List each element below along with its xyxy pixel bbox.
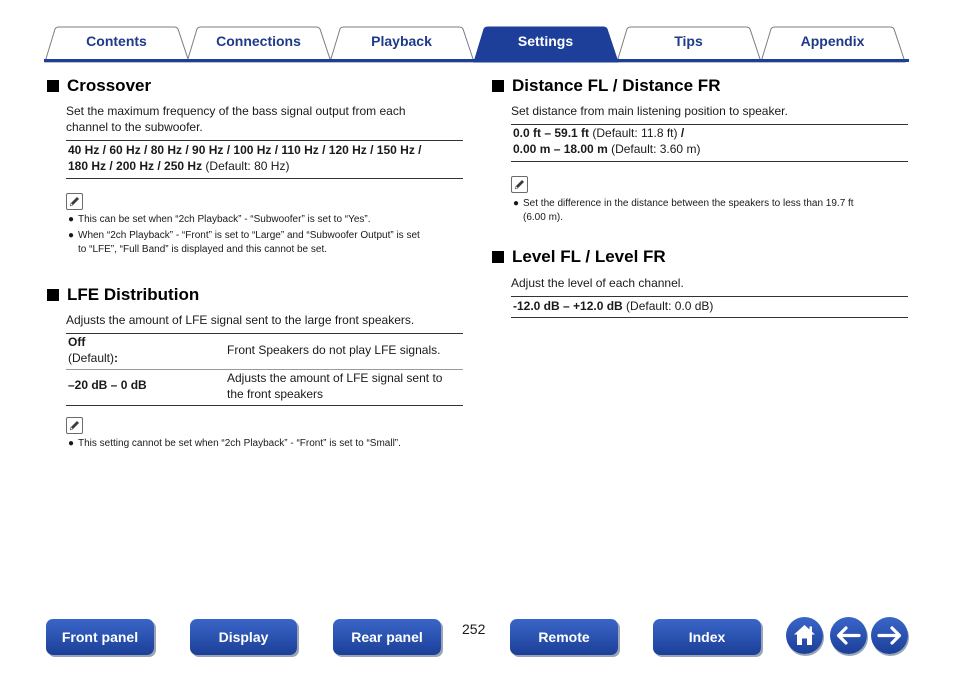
distance-range-m: 0.00 m – 18.00 m	[513, 142, 608, 156]
pencil-icon	[66, 193, 83, 210]
home-button[interactable]	[786, 617, 823, 654]
crossover-description	[66, 103, 466, 135]
display-button[interactable]: Display	[190, 619, 297, 655]
crossover-values-bold: 180 Hz / 200 Hz / 250 Hz	[68, 159, 203, 173]
crossover-note-2-line1: When “2ch Playback” - “Front” is set to “Large” and “Subwoofer Output” is set	[78, 230, 420, 241]
lfe-title: LFE Distribution	[67, 285, 200, 304]
home-icon	[786, 617, 823, 654]
level-title: Level FL / Level FR	[512, 247, 666, 266]
tab-bar	[0, 0, 954, 64]
lfe-note	[66, 437, 466, 451]
bullet-dot: ●	[68, 438, 75, 449]
lfe-row1-colon: :	[114, 351, 119, 365]
level-rule-bottom	[511, 317, 908, 318]
crossover-note-2-line2: to “LFE”, “Full Band” is displayed and this cannot be set.	[78, 244, 328, 255]
index-button[interactable]: Index	[653, 619, 761, 655]
distance-range-m-default: (Default: 3.60 m)	[607, 142, 701, 156]
distance-range-ft: 0.0 ft – 59.1 ft	[513, 126, 590, 140]
lfe-row2-value-line1: Adjusts the amount of LFE signal sent to	[227, 371, 443, 385]
arrow-right-icon	[871, 617, 908, 654]
tab-underline	[44, 59, 909, 62]
crossover-values	[68, 142, 468, 174]
heading-square-icon	[47, 289, 59, 301]
lfe-note-text: This setting cannot be set when “2ch Playback” - “Front” is set to “Small”.	[78, 438, 401, 449]
back-button[interactable]	[830, 617, 867, 654]
pencil-icon	[511, 176, 528, 193]
crossover-rule-bottom	[66, 178, 463, 179]
tab-connections[interactable]: Connections	[216, 33, 301, 49]
lfe-rule-bottom	[66, 405, 463, 406]
heading-square-icon	[47, 80, 59, 92]
crossover-values-default: (Default: 80 Hz)	[202, 159, 290, 173]
bullet-dot: ●	[68, 214, 75, 225]
lfe-row1-key	[68, 334, 218, 366]
pencil-icon	[66, 417, 83, 434]
bullet-dot: ●	[513, 198, 520, 209]
distance-description: Set distance from main listening position to speaker.	[511, 104, 788, 118]
tab-appendix[interactable]: Appendix	[800, 33, 865, 49]
distance-range-ft-default: (Default: 11.8 ft)	[589, 126, 681, 140]
distance-heading	[492, 76, 720, 96]
level-description: Adjust the level of each channel.	[511, 276, 684, 290]
crossover-values-line1: 40 Hz / 60 Hz / 80 Hz / 90 Hz / 100 Hz / 110 Hz / 120 Hz / 150 Hz /	[68, 143, 422, 157]
page-number: 252	[462, 621, 486, 637]
remote-button[interactable]: Remote	[510, 619, 618, 655]
tab-tips[interactable]: Tips	[674, 33, 703, 49]
crossover-desc-line2: channel to the subwoofer.	[66, 120, 203, 134]
distance-note-line1: Set the difference in the distance between the speakers to less than 19.7 ft	[523, 198, 854, 209]
crossover-desc-line1: Set the maximum frequency of the bass signal output from each	[66, 104, 406, 118]
rear-panel-button[interactable]: Rear panel	[333, 619, 441, 655]
tab-settings[interactable]: Settings	[517, 33, 574, 49]
distance-title: Distance FL / Distance FR	[512, 76, 721, 95]
front-panel-button[interactable]: Front panel	[46, 619, 154, 655]
crossover-note-1	[66, 213, 466, 227]
level-range: -12.0 dB – +12.0 dB	[513, 299, 623, 313]
distance-rule-bottom	[511, 161, 908, 162]
crossover-heading	[47, 76, 151, 96]
distance-range-sep: /	[680, 126, 685, 140]
lfe-row2-key: –20 dB – 0 dB	[68, 378, 147, 392]
lfe-description: Adjusts the amount of LFE signal sent to the large front speakers.	[66, 313, 415, 327]
crossover-values-line2	[68, 158, 468, 174]
distance-note	[511, 197, 911, 225]
distance-values-ft	[513, 125, 908, 141]
level-heading	[492, 247, 666, 267]
arrow-left-icon	[830, 617, 867, 654]
level-rule-top	[511, 296, 908, 297]
crossover-note-2	[66, 229, 466, 257]
lfe-row1-key-sub-line	[68, 350, 218, 366]
lfe-row1-value: Front Speakers do not play LFE signals.	[227, 343, 441, 357]
distance-note-line2: (6.00 m).	[523, 212, 564, 223]
heading-square-icon	[492, 80, 504, 92]
lfe-row1-key-bold: Off	[68, 335, 86, 349]
crossover-note-1-text: This can be set when “2ch Playback” - “Subwoofer” is set to “Yes”.	[78, 214, 371, 225]
lfe-row1-key-sub: (Default)	[68, 351, 115, 365]
lfe-row2-value-line2: the front speakers	[227, 387, 324, 401]
level-range-default: (Default: 0.0 dB)	[622, 299, 714, 313]
distance-values-m	[513, 141, 908, 157]
tab-playback[interactable]: Playback	[371, 33, 432, 49]
crossover-title: Crossover	[67, 76, 152, 95]
tab-contents[interactable]: Contents	[86, 33, 147, 49]
forward-button[interactable]	[871, 617, 908, 654]
tab-shapes	[0, 0, 954, 64]
level-values	[513, 298, 908, 314]
distance-values	[513, 125, 908, 157]
lfe-heading	[47, 285, 199, 305]
lfe-row2-value	[227, 370, 467, 402]
crossover-rule-top	[66, 140, 463, 141]
bullet-dot: ●	[68, 230, 75, 241]
heading-square-icon	[492, 251, 504, 263]
